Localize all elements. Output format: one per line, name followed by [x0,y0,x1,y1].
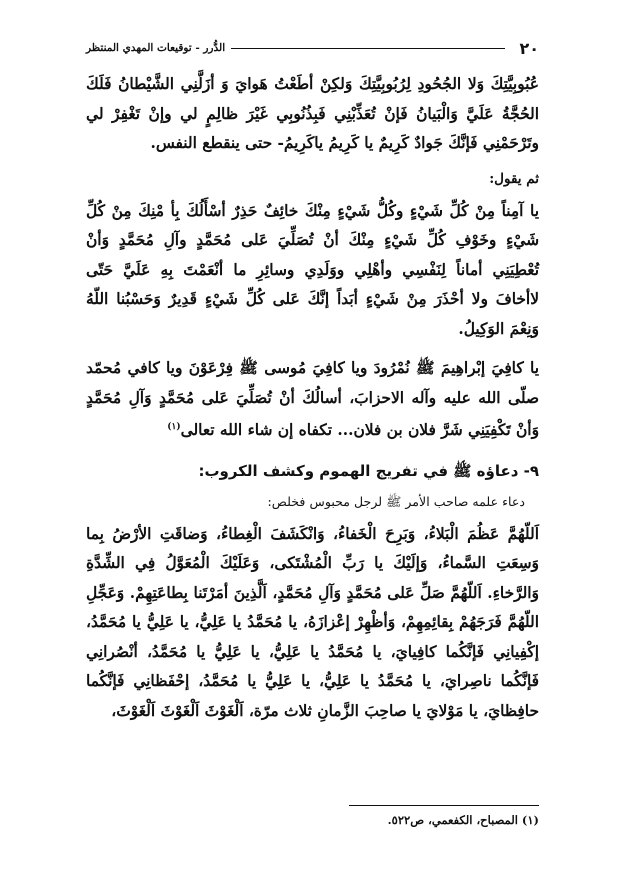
section-heading: ٩- دعاؤه ﷺ في تفريج الهموم وكشف الكروب: [198,461,539,480]
footnote: (١) المصباح، الكفعمي، ص٥٢٢. [387,813,539,827]
prayer-paragraph-3-text: يا كافِيَ إبْراهِيمَ ﷺ نُمْرُودَ ويا كافِيَ مُوسى ﷺ فِرْعَوْنَ ويا كافي مُحمّد صلّى الله عليه وآله الاحزابَ، أسالُكَ أنْ تُصَلِّيَ عَلى مُحَمَّدٍ وَآلِ مُحَمَّدٍ وَأنْ تَكْفِيَنِي شَرَّ فلان بن فلان... تكفاه إن شاء الله تعالى [86,359,539,440]
page-header [86,36,539,60]
prayer-paragraph-2: يا آمِناً مِنْ كُلِّ شَيْءٍ وكُلُّ شَيْءٍ مِنْكَ خائِفٌ حَذِرٌ أسْأَلُكَ بِأ مْنِكَ مِنْ كُلِّ شَيْءٍ وخَوْفِ كُلِّ شَيْءٍ مِنْكَ أنْ تُصَلِّيَ عَلى مُحَمَّدٍ وآلِ مُحَمَّدٍ وَأنْ تُعْطِيَنِي أماناً لِنَفْسِي وأهْلِي ووَلَدِي وسائِرِ ما أنْعَمْتَ بِهِ عَلَيَّ حَتّى لاأخافَ ولا أحْذَرَ مِنْ شَيْءٍ أبَداً إنَّكَ عَلى كُلِّ شَيْءٍ قَدِيرٌ وَحَسْبُنا اللّهُ وَنِعْمَ الوَكِيلُ. [86,201,539,338]
footnote-reference: (١) [167,422,181,432]
header-rule [231,48,505,49]
running-title: الدُّرر - توقيعات المهدي المنتظر [86,42,226,54]
section-intro: دعاء علمه صاحب الأمر ﷺ لرجل محبوس فخلص: [267,493,525,509]
page-number: ٢٠ [519,38,539,58]
page-body [86,70,539,726]
prayer-paragraph-4: اَللّهُمَّ عَظُمَ الْبَلاءُ، وَبَرِحَ الْخَفاءُ، وَانْكَشَفَ الْغِطاءُ، وَضاقَتِ الأرْضُ بِما وَسِعَتِ السَّماءُ، وَإلَيْكَ يا رَبِّ الْمُشْتَكى، وَعَلَيْكَ الْمُعَوَّلُ فِي الشِّدَّةِ وَالرَّخاءِ. اَللّهُمَّ صَلِّ عَلى مُحَمَّدٍ وَآلِ مُحَمَّدٍ، اَلَّذِينَ أمَرْتَنا بِطاعَتِهِمْ. وَعَجِّلِ اللّهُمَّ فَرَجَهُمْ بِقائِمِهِمْ، وَأظْهِرْ إعْزازَهُ، يا مُحَمَّدُ يا عَلِيُّ، يا عَلِيُّ يا مُحَمَّدُ، إكْفِيانِي فَإنَّكُما كافِيايَ، يا مُحَمَّدُ يا عَلِيُّ، يا عَلِيُّ يا مُحَمَّدُ، أنْصُرانِي فَإنَّكُما ناصِرايَ، يا مُحَمَّدُ يا عَلِيُّ، يا عَلِيُّ يا مُحَمَّدُ، إحْفَظانِي فَإنَّكُما حافِظايَ، يا مَوْلايَ يا صاحِبَ الزَّمانِ ثلاث مرّة، اَلْغَوْثَ اَلْغَوْثَ اَلْغَوْثَ، [86,524,539,720]
prayer-paragraph-1: عُبُوبِيَّتِكَ وَلا الجُحُودِ لِرُبُوبِيَّتِكَ وَلكِنْ أطَعْتُ هَوايَ وَ أزَلَّنِي الشَّيْطانُ فَلَكَ الحُجَّةُ عَلَيَّ وَالْبَيانُ فَإنْ تُعَذِّبْنِي فَبِذُنُوبِي غَيْرَ ظالِمٍ لي وإنْ تَغْفِرْ لي وتَرْحَمْنِي فَإنَّكَ جَوادٌ كَرِيمٌ يا كَرِيمُ ياكَرِيمُ- حتى ينقطع النفس. [86,75,539,152]
footnote-rule [349,805,539,806]
prayer-paragraph-3 [86,354,539,446]
then-says-line: ثم يقول: [489,170,539,187]
